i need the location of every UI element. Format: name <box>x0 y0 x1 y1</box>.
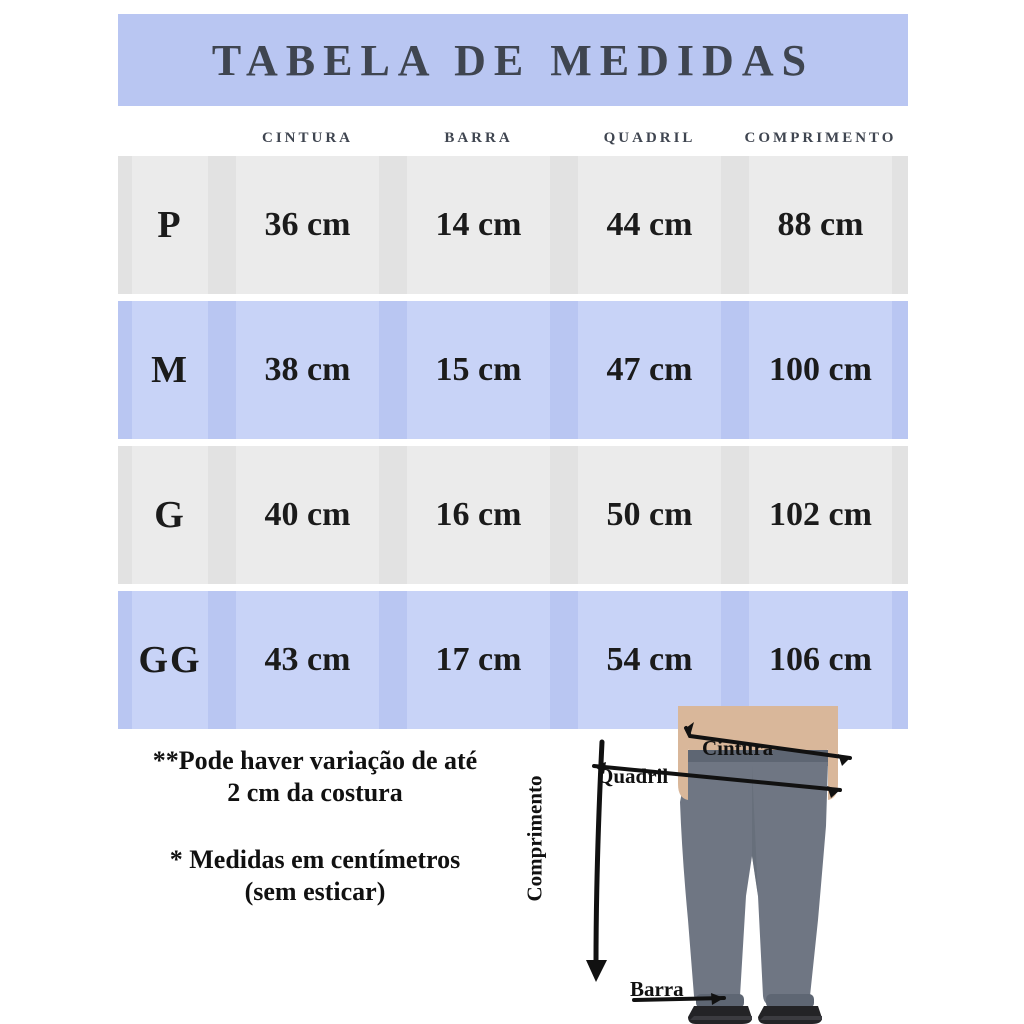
measurements-table <box>118 120 908 736</box>
table-row <box>118 156 908 294</box>
cell-value: 15 cm <box>435 351 522 388</box>
cell-value: 16 cm <box>435 496 522 533</box>
cell-value: 14 cm <box>435 206 522 243</box>
cell-value: M <box>151 349 189 391</box>
cell-cintura <box>222 446 393 584</box>
label-barra: Barra <box>630 977 684 1001</box>
cell-cintura <box>222 301 393 439</box>
label-comprimento: Comprimento <box>522 775 547 902</box>
cell-cintura <box>222 591 393 729</box>
cell-barra <box>393 156 564 294</box>
page-title: TABELA DE MEDIDAS <box>211 35 815 85</box>
cell-value: 100 cm <box>769 351 872 388</box>
cell-quadril <box>564 156 735 294</box>
cell-size <box>118 301 222 439</box>
note-variation: **Pode haver variação de até 2 cm da costura <box>152 746 478 807</box>
table-row <box>118 301 908 439</box>
table-row <box>118 446 908 584</box>
column-header-cintura: CINTURA <box>261 129 353 146</box>
cell-value: 36 cm <box>264 206 351 243</box>
cell-comprimento <box>735 446 906 584</box>
label-cintura: Cintura <box>702 736 774 760</box>
column-header-comprimento: COMPRIMENTO <box>744 129 897 146</box>
label-quadril: Quadril <box>597 764 669 788</box>
cell-value: 50 cm <box>606 496 693 533</box>
note-units: * Medidas em centímetros (sem esticar) <box>169 845 461 907</box>
cell-value: 38 cm <box>264 351 351 388</box>
cell-comprimento <box>735 301 906 439</box>
notes-section <box>150 745 480 908</box>
cell-value: 54 cm <box>606 641 693 678</box>
cell-comprimento <box>735 156 906 294</box>
cell-value: G <box>154 494 186 536</box>
cell-quadril <box>564 446 735 584</box>
cell-value: 43 cm <box>264 641 351 678</box>
cell-value: 102 cm <box>769 496 872 533</box>
table-header-row <box>118 120 908 156</box>
column-header-quadril: QUADRIL <box>603 129 696 146</box>
cell-barra <box>393 301 564 439</box>
measurement-illustration <box>490 706 1010 1024</box>
cell-value: P <box>157 204 183 246</box>
cell-barra <box>393 446 564 584</box>
cell-value: 47 cm <box>606 351 693 388</box>
cell-value: 44 cm <box>606 206 693 243</box>
cell-size <box>118 156 222 294</box>
cell-value: 40 cm <box>264 496 351 533</box>
cell-size <box>118 446 222 584</box>
cell-size <box>118 591 222 729</box>
cell-cintura <box>222 156 393 294</box>
title-banner <box>118 14 908 106</box>
cell-value: 17 cm <box>435 641 522 678</box>
column-header-barra: BARRA <box>444 129 513 146</box>
cell-quadril <box>564 301 735 439</box>
cell-value: 88 cm <box>777 206 864 243</box>
cell-value: 106 cm <box>769 641 872 678</box>
cell-value: GG <box>138 639 202 681</box>
